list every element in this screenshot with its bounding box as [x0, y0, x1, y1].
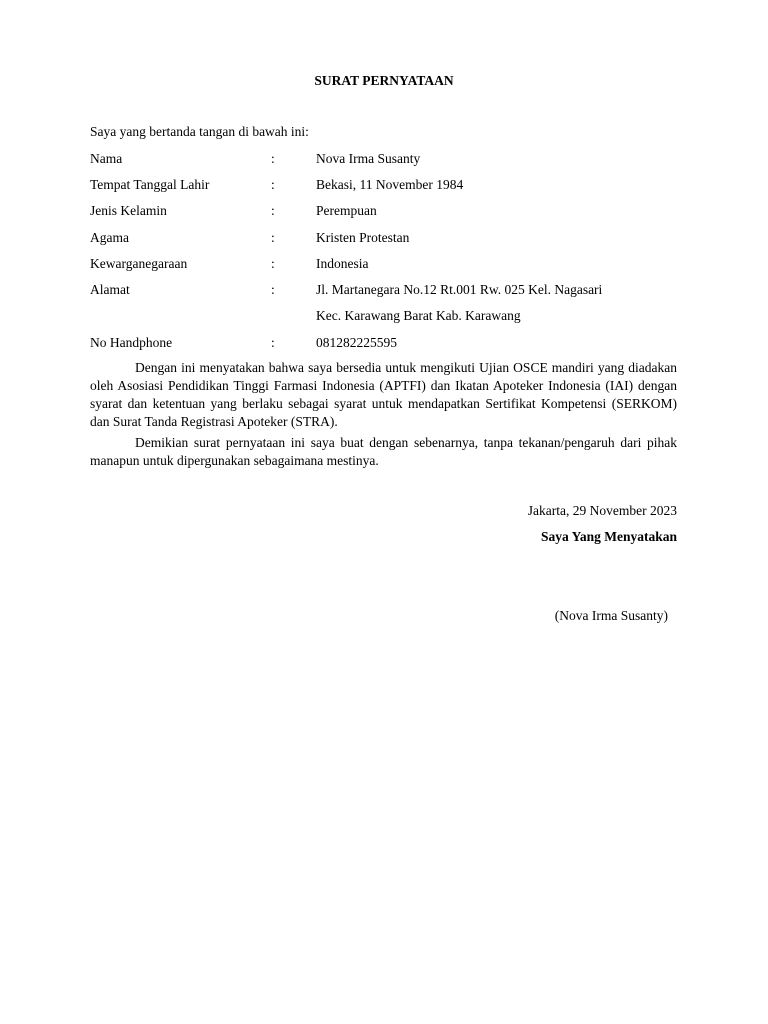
field-value: Nova Irma Susanty: [316, 151, 421, 166]
field-colon: :: [271, 203, 275, 218]
field-value: Jl. Martanegara No.12 Rt.001 Rw. 025 Kel. Nagasari: [316, 282, 603, 297]
field-label: No Handphone: [90, 335, 173, 350]
field-label: Kewarganegaraan: [90, 256, 188, 271]
field-value: 081282225595: [316, 335, 397, 350]
field-colon: :: [271, 335, 275, 350]
field-row-jenis-kelamin: [90, 203, 690, 221]
statement-paragraph: Dengan ini menyatakan bahwa saya bersedia untuk mengikuti Ujian OSCE mandiri yang diadakan oleh Asosiasi Pendidikan Tinggi Farmasi Indonesia (APTFI) dan Ikatan Apoteker Indonesia (IAI) dengan syarat dan ketentuan yang berlaku sebagai syarat untuk mendapatkan Sertifikat Kompetensi (SERKOM) dan Surat Tanda Registrasi Apoteker (STRA).: [90, 360, 677, 429]
field-value: Kristen Protestan: [316, 230, 410, 245]
field-value: Bekasi, 11 November 1984: [316, 177, 464, 192]
field-row-alamat: [90, 282, 690, 300]
field-colon: :: [271, 282, 275, 297]
field-row-tempat-tanggal-lahir: [90, 177, 690, 195]
document-title: SURAT PERNYATAAN: [314, 73, 454, 88]
field-row-nama: [90, 151, 690, 169]
intro-text: Saya yang bertanda tangan di bawah ini:: [90, 124, 309, 139]
field-label: Nama: [90, 151, 123, 166]
place-date: Jakarta, 29 November 2023: [527, 503, 677, 518]
field-value: Perempuan: [316, 203, 377, 218]
field-row-agama: [90, 230, 690, 248]
field-colon: :: [271, 177, 275, 192]
field-label: Tempat Tanggal Lahir: [90, 177, 210, 192]
field-row-no-handphone: [90, 335, 690, 353]
field-label: Jenis Kelamin: [90, 203, 167, 218]
signer-name: (Nova Irma Susanty): [554, 608, 668, 623]
field-row-kewarganegaraan: [90, 256, 690, 274]
field-row-alamat-continued: [90, 308, 690, 326]
field-colon: :: [271, 256, 275, 271]
field-value: Indonesia: [316, 256, 369, 271]
field-colon: :: [271, 151, 275, 166]
field-colon: :: [271, 230, 275, 245]
field-label: Alamat: [90, 282, 130, 297]
signer-title: Saya Yang Menyatakan: [540, 529, 677, 544]
field-label: Agama: [90, 230, 129, 245]
field-value: Kec. Karawang Barat Kab. Karawang: [316, 308, 521, 323]
closing-paragraph: Demikian surat pernyataan ini saya buat dengan sebenarnya, tanpa tekanan/pengaruh dari pihak manapun untuk dipergunakan sebagaimana mestinya.: [90, 435, 677, 468]
